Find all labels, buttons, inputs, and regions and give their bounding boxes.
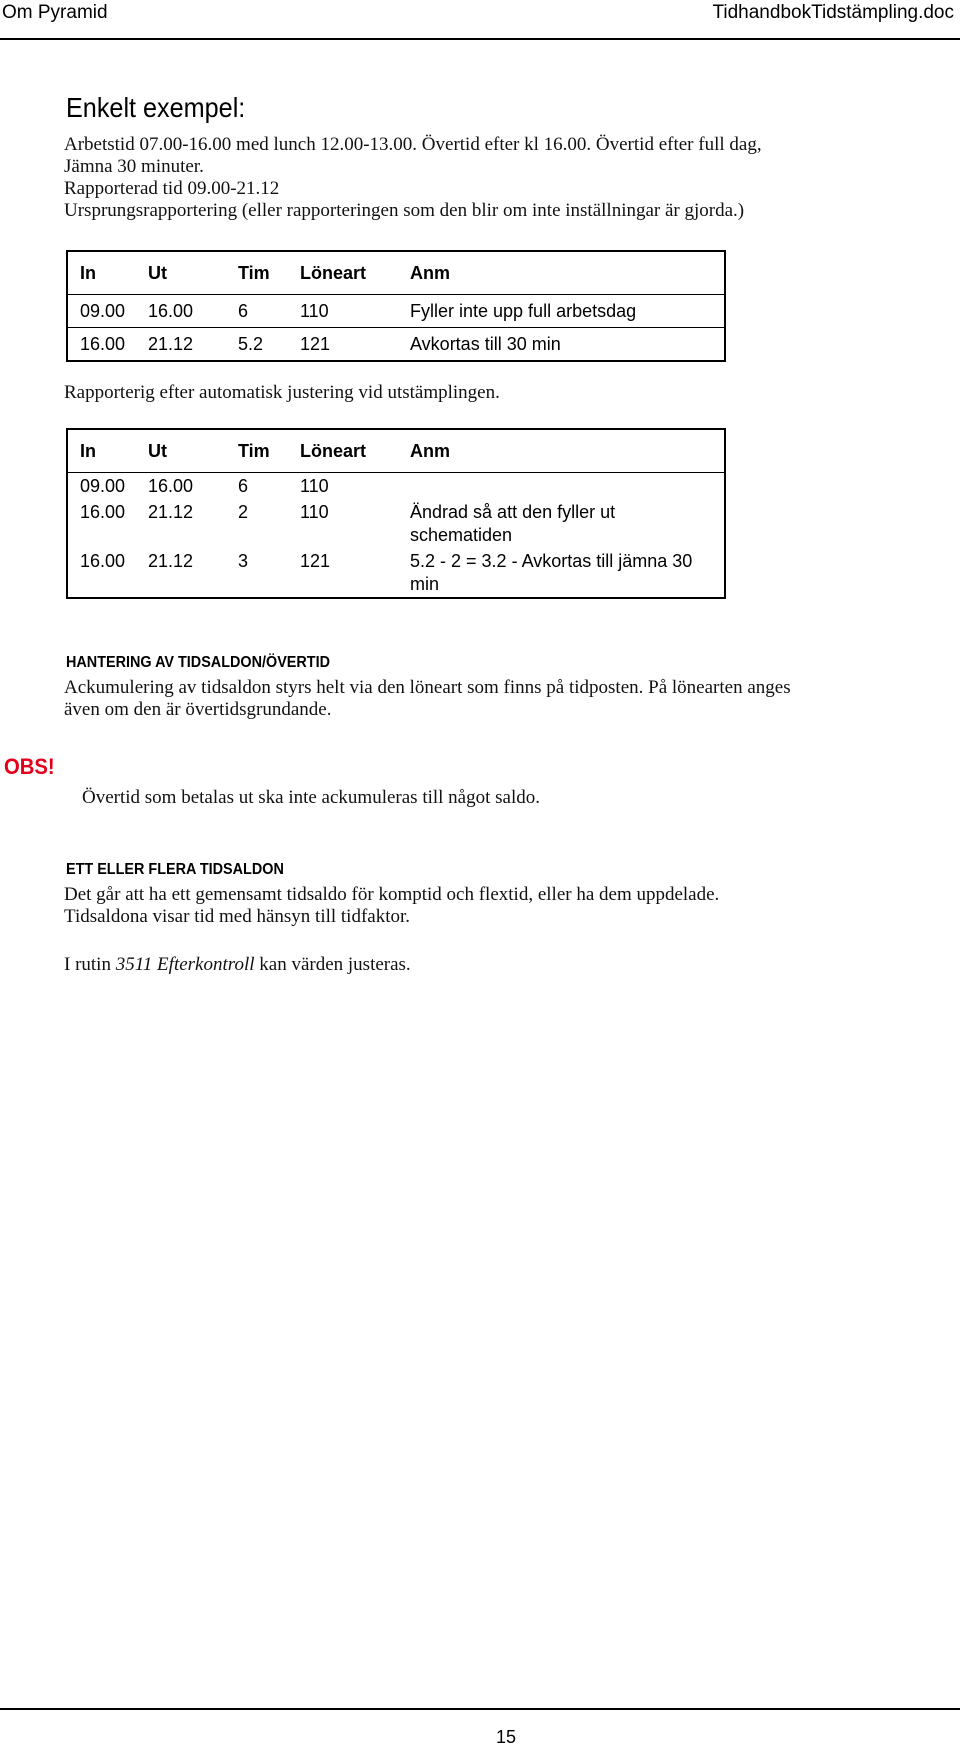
cell-anm: Avkortas till 30 min [410, 334, 561, 354]
cell-ut: 21.12 [148, 502, 194, 522]
cell-in: 16.00 [80, 334, 126, 354]
cell-tim: 2 [238, 502, 249, 522]
cell-ut: 16.00 [136, 295, 226, 328]
obs-warning-label: OBS! [4, 754, 55, 779]
intro-line: Jämna 30 minuter. [64, 156, 204, 177]
column-header-in: In [67, 429, 136, 473]
header-document-title: Om Pyramid [2, 2, 108, 23]
column-header-ut: Ut [136, 251, 226, 295]
example-intro [64, 134, 762, 222]
cell-anm: 5.2 - 2 = 3.2 - Avkortas till jämna 30 min [410, 551, 693, 594]
cell-loneart: 110 [300, 476, 329, 496]
header-divider [0, 38, 960, 40]
table-row [67, 548, 725, 598]
routine-prefix: I rutin [64, 954, 116, 975]
column-header-tim: Tim [226, 429, 288, 473]
column-header-loneart: Löneart [288, 251, 398, 295]
cell-in: 16.00 [80, 502, 126, 522]
footer-divider [0, 1708, 960, 1710]
table-row [67, 295, 725, 328]
routine-suffix: kan värden justeras. [254, 954, 411, 975]
cell-ut: 21.12 [148, 551, 194, 571]
column-header-tim: Tim [226, 251, 288, 295]
section-heading-balances-overtime: HANTERING AV TIDSALDON/ÖVERTID [66, 654, 331, 671]
cell-tim: 6 [238, 476, 249, 496]
paragraph-line: Tidsaldona visar tid med hänsyn till tidfaktor. [64, 906, 411, 927]
cell-in: 09.00 [80, 476, 126, 496]
cell-tim: 5.2 [238, 334, 264, 354]
column-header-loneart: Löneart [288, 429, 398, 473]
cell-in: 09.00 [67, 295, 136, 328]
cell-anm [398, 473, 725, 500]
section-heading-time-balances: ETT ELLER FLERA TIDSALDON [66, 861, 284, 878]
cell-loneart: 121 [300, 551, 331, 571]
table-row [67, 499, 725, 548]
cell-loneart: 121 [300, 334, 331, 354]
column-header-in: In [67, 251, 136, 295]
intro-line: Arbetstid 07.00-16.00 med lunch 12.00-13.00. Övertid efter kl 16.00. Övertid efter full dag, [64, 134, 762, 155]
routine-reference [64, 954, 411, 976]
page-number: 15 [495, 1727, 517, 1747]
column-header-anm: Anm [398, 251, 725, 295]
table-header-row [67, 251, 725, 295]
cell-anm: Fyller inte upp full arbetsdag [398, 295, 725, 328]
paragraph-line: Det går att ha ett gemensamt tidsaldo för komptid och flextid, eller ha dem uppdelade. [64, 884, 720, 905]
intro-line: Rapporterad tid 09.00-21.12 [64, 178, 280, 199]
section-balances-overtime-text [64, 677, 791, 721]
cell-ut: 21.12 [148, 334, 194, 354]
cell-in: 16.00 [80, 551, 126, 571]
section-time-balances-text [64, 884, 719, 928]
cell-anm: Ändrad så att den fyller ut schematiden [410, 502, 616, 545]
adjusted-report-caption: Rapporterig efter automatisk justering vid utstämplingen. [64, 382, 500, 403]
intro-line: Ursprungsrapportering (eller rapporteringen som den blir om inte inställningar är gjorda.) [64, 200, 745, 221]
original-report-table [66, 250, 726, 362]
obs-note-text: Övertid som betalas ut ska inte ackumuleras till något saldo. [82, 787, 541, 808]
paragraph-line: Ackumulering av tidsaldon styrs helt via den löneart som finns på tidposten. På lönearten anges [64, 677, 791, 698]
table-row [67, 328, 725, 362]
table-row [67, 473, 725, 500]
cell-loneart: 110 [288, 295, 398, 328]
cell-loneart: 110 [300, 502, 329, 522]
column-header-anm: Anm [398, 429, 725, 473]
adjusted-report-table [66, 428, 726, 599]
example-heading: Enkelt exempel: [66, 92, 246, 123]
table-header-row [67, 429, 725, 473]
cell-tim: 6 [226, 295, 288, 328]
paragraph-line: även om den är övertidsgrundande. [64, 699, 332, 720]
routine-name: 3511 Efterkontroll [115, 954, 255, 975]
column-header-ut: Ut [136, 429, 226, 473]
cell-tim: 3 [238, 551, 249, 571]
header-file-name: TidhandbokTidstämpling.doc [712, 2, 954, 23]
cell-ut: 16.00 [148, 476, 194, 496]
